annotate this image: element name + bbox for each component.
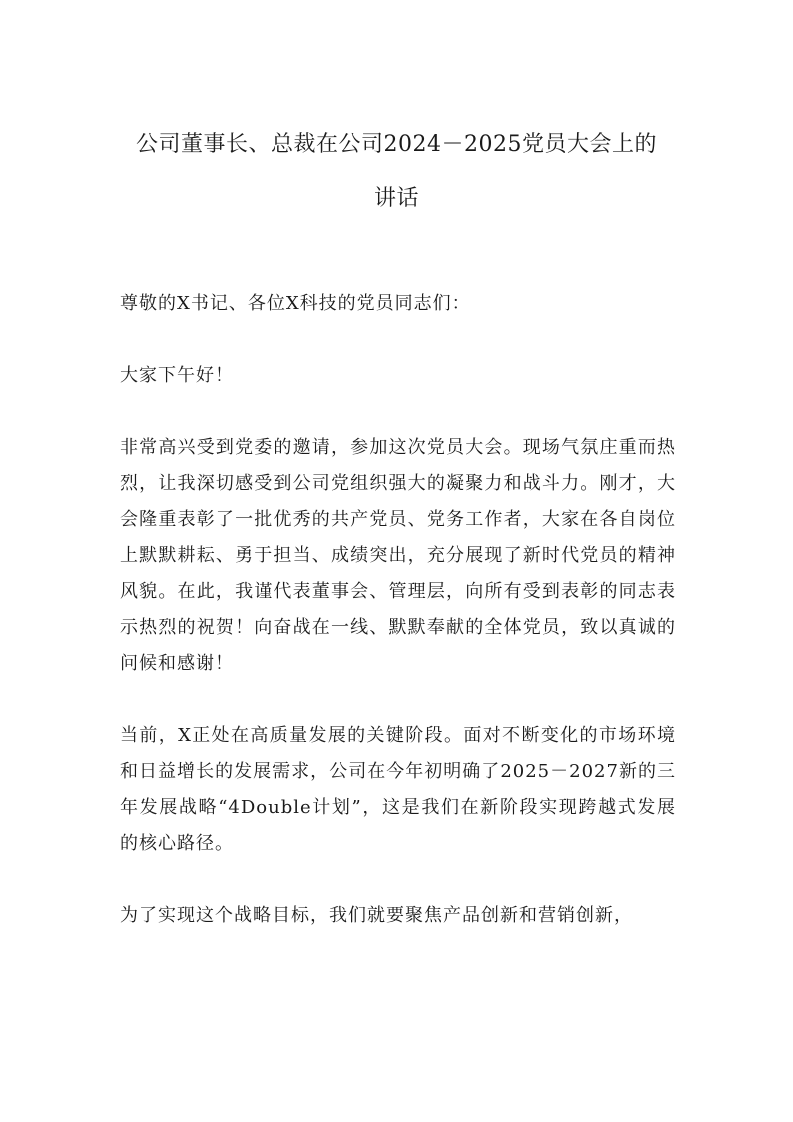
title-line-1: 公司董事长、总裁在公司2024－2025党员大会上的 [136,132,657,157]
body-paragraph: 当前，X正处在高质量发展的关键阶段。面对不断变化的市场环境和日益增长的发展需求，公司在今年初明确了2025－2027新的三年发展战略“4Double计划”，这是我们在新阶段实现跨越式发展的核心路径。 [120,725,676,854]
greeting-paragraph: 大家下午好！ [120,365,234,386]
body-paragraph: 非常高兴受到党委的邀请，参加这次党员大会。现场气氛庄重而热烈，让我深切感受到公司党组织强大的凝聚力和战斗力。刚才，大会隆重表彰了一批优秀的共产党员、党务工作者，大家在各自岗位上默默耕耘、勇于担当、成绩突出，充分展现了新时代党员的精神风貌。在此，我谨代表董事会、管理层，向所有受到表彰的同志表示热烈的祝贺！向奋战在一线、默默奉献的全体党员，致以真诚的问候和感谢！ [120,437,676,674]
body-paragraph: 为了实现这个战略目标，我们就要聚焦产品创新和营销创新， [120,905,633,926]
title-line-2: 讲话 [373,186,419,211]
document-title [100,118,693,226]
salutation-paragraph: 尊敬的X书记、各位X科技的党员同志们： [120,293,471,314]
document-body [120,286,676,934]
